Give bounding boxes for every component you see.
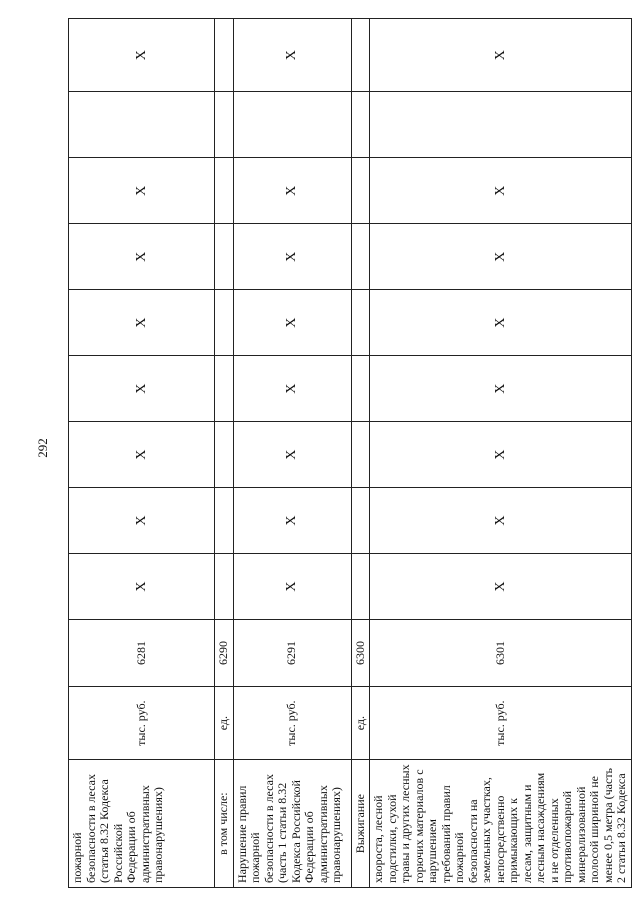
row-unit: тыс. руб. (370, 687, 632, 760)
x-mark: X (69, 356, 215, 422)
table-row (69, 19, 215, 888)
table-row (233, 19, 351, 888)
x-mark: X (370, 290, 632, 356)
x-mark: X (370, 554, 632, 620)
rotated-table-wrapper (68, 18, 628, 888)
x-mark: X (370, 158, 632, 224)
empty-cell (215, 554, 234, 620)
row-unit: ед. (215, 687, 234, 760)
x-mark: X (233, 356, 351, 422)
x-mark: X (233, 554, 351, 620)
row-name: Выжигание (351, 760, 370, 888)
x-mark: X (233, 488, 351, 554)
x-mark: X (69, 19, 215, 92)
empty-cell (215, 488, 234, 554)
x-mark: X (370, 422, 632, 488)
empty-cell (351, 224, 370, 290)
data-table (68, 18, 632, 888)
empty-cell (233, 92, 351, 158)
empty-cell (370, 92, 632, 158)
empty-cell (351, 554, 370, 620)
empty-cell (351, 19, 370, 92)
row-unit: тыс. руб. (69, 687, 215, 760)
x-mark: X (233, 158, 351, 224)
x-mark: X (69, 290, 215, 356)
x-mark: X (370, 19, 632, 92)
row-name: Нарушение правил пожарной безопасности в лесах (часть 1 статьи 8.32 Кодекса Российской Федерации об административных правонарушениях) (233, 760, 351, 888)
table-row (215, 19, 234, 888)
x-mark: X (233, 290, 351, 356)
x-mark: X (370, 224, 632, 290)
empty-cell (351, 92, 370, 158)
x-mark: X (69, 224, 215, 290)
empty-cell (215, 422, 234, 488)
empty-cell (351, 158, 370, 224)
row-code: 6291 (233, 620, 351, 687)
empty-cell (215, 19, 234, 92)
row-code: 6281 (69, 620, 215, 687)
x-mark: X (69, 554, 215, 620)
x-mark: X (69, 158, 215, 224)
row-code: 6301 (370, 620, 632, 687)
empty-cell (351, 356, 370, 422)
empty-cell (351, 290, 370, 356)
table-row (351, 19, 370, 888)
page-number: 292 (34, 438, 50, 458)
x-mark: X (69, 488, 215, 554)
x-mark: X (233, 19, 351, 92)
empty-cell (215, 356, 234, 422)
row-code: 6300 (351, 620, 370, 687)
empty-cell (215, 224, 234, 290)
empty-cell (69, 92, 215, 158)
empty-cell (215, 92, 234, 158)
empty-cell (351, 488, 370, 554)
row-name: в том числе: (215, 760, 234, 888)
row-unit: тыс. руб. (233, 687, 351, 760)
x-mark: X (233, 422, 351, 488)
x-mark: X (370, 356, 632, 422)
table-row (370, 19, 632, 888)
empty-cell (215, 158, 234, 224)
row-code: 6290 (215, 620, 234, 687)
row-unit: ед. (351, 687, 370, 760)
empty-cell (215, 290, 234, 356)
x-mark: X (69, 422, 215, 488)
x-mark: X (233, 224, 351, 290)
x-mark: X (370, 488, 632, 554)
row-name: хворостa, лесной подстилки, сухой травы и других лесных горючих материалов с нарушением требований правил пожарной безопасности на земельных участках, непосредственно примыкающих к лесам, защитным и лесным насаждениям и не отделенных противопожарной минерализованной полосой шириной не менее 0,5 метра (часть 2 статьи 8.32 Кодекса (370, 760, 632, 888)
empty-cell (351, 422, 370, 488)
row-name: пожарной безопасности в лесах (статья 8.32 Кодекса Российской Федерации об административных правонарушениях) (69, 760, 215, 888)
